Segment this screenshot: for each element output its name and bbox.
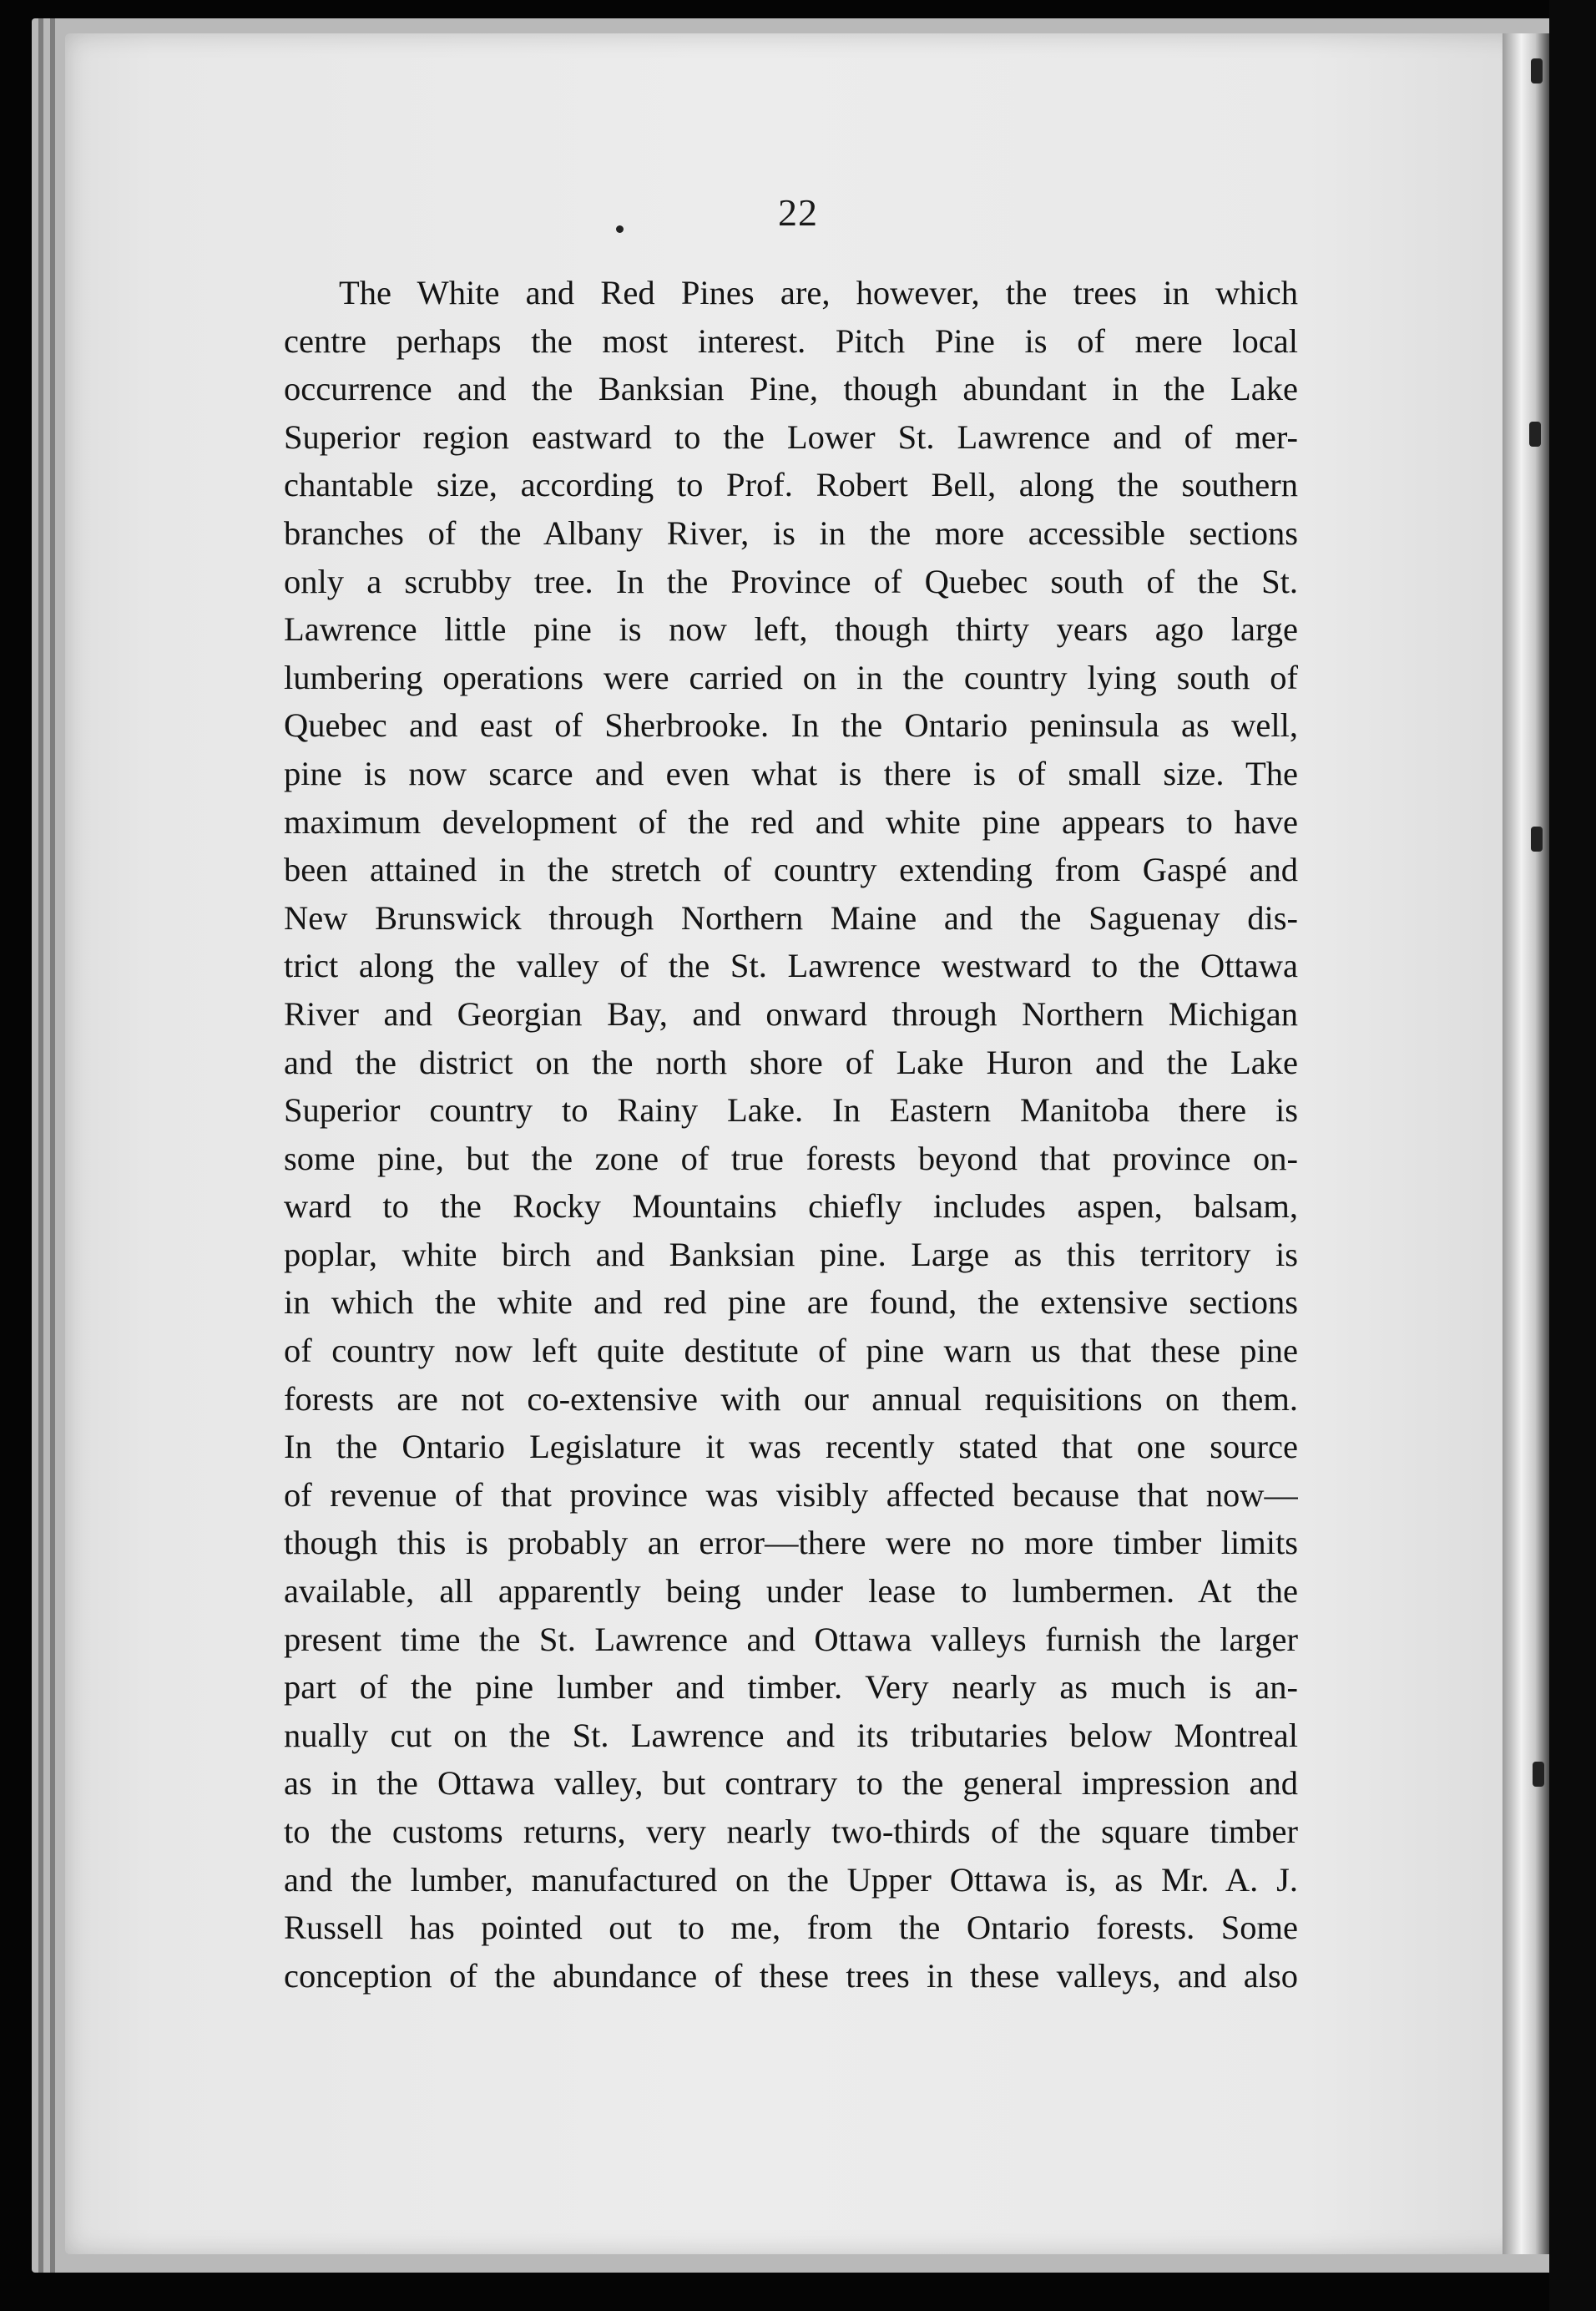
text-line: of country now left quite destitute of pine warn us that these pine	[284, 1332, 1298, 1370]
text-line: and the lumber, manufactured on the Upper Ottawa is, as Mr. A. J.	[284, 1860, 1298, 1899]
text-line: some pine, but the zone of true forests beyond that province on-	[284, 1139, 1298, 1177]
text-line: and the district on the north shore of Lake Huron and the Lake	[284, 1043, 1298, 1081]
scan-right-margin	[1549, 0, 1596, 2311]
text-line: Russell has pointed out to me, from the Ontario forests. Some	[284, 1909, 1298, 1947]
page-edge-line	[50, 18, 55, 2273]
text-line: The White and Red Pines are, however, the trees in which	[339, 274, 1298, 311]
text-line: poplar, white birch and Banksian pine. Large as this territory is	[284, 1235, 1298, 1273]
text-line: Superior country to Rainy Lake. In Eastern Manitoba there is	[284, 1091, 1298, 1130]
text-line: available, all apparently being under lease to lumbermen. At the	[284, 1572, 1298, 1611]
text-line: to the customs returns, very nearly two-thirds of the square timber	[284, 1813, 1298, 1850]
text-line: of revenue of that province was visibly affected because that now—	[284, 1475, 1298, 1514]
text-line: centre perhaps the most interest. Pitch Pine is of mere local	[284, 321, 1298, 360]
text-line: Superior region eastward to the Lower St. Lawrence and of mer-	[284, 417, 1298, 456]
text-line: pine is now scarce and even what is there is of small size. The	[284, 754, 1298, 792]
text-line: part of the pine lumber and timber. Very nearly as much is an-	[284, 1668, 1298, 1707]
binding-thread-mark	[1531, 58, 1543, 83]
text-line: only a scrubby tree. In the Province of Quebec south of the St.	[284, 562, 1298, 600]
text-line: conception of the abundance of these trees in these valleys, and also	[284, 1956, 1298, 1995]
text-line: Lawrence little pine is now left, though thirty years ago large	[284, 610, 1298, 649]
text-line: trict along the valley of the St. Lawrence westward to the Ottawa	[284, 947, 1298, 985]
text-line: Quebec and east of Sherbrooke. In the Ontario peninsula as well,	[284, 706, 1298, 745]
text-line: in which the white and red pine are found, the extensive sections	[284, 1283, 1298, 1322]
text-line: lumbering operations were carried on in the country lying south of	[284, 658, 1298, 696]
page-edge-line	[38, 18, 43, 2273]
text-line: New Brunswick through Northern Maine and the Saguenay dis-	[284, 898, 1298, 937]
binding-thread-mark	[1531, 827, 1543, 852]
binding-thread-mark	[1529, 422, 1541, 447]
text-line: present time the St. Lawrence and Ottawa valleys furnish the larger	[284, 1620, 1298, 1658]
text-line: maximum development of the red and white pine appears to have	[284, 802, 1298, 841]
text-line: River and Georgian Bay, and onward through Northern Michigan	[284, 994, 1298, 1033]
book-spine	[1503, 33, 1549, 2254]
text-line: though this is probably an error—there were no more timber limits	[284, 1524, 1298, 1562]
text-line: nually cut on the St. Lawrence and its tributaries below Montreal	[284, 1716, 1298, 1754]
body-text	[284, 269, 1298, 2000]
text-line: In the Ontario Legislature it was recently stated that one source	[284, 1428, 1298, 1466]
ink-speck	[616, 225, 624, 233]
text-line: ward to the Rocky Mountains chiefly includes aspen, balsam,	[284, 1187, 1298, 1226]
text-line: been attained in the stretch of country extending from Gaspé and	[284, 851, 1298, 889]
page-number: 22	[778, 191, 818, 234]
text-line: occurrence and the Banksian Pine, though abundant in the Lake	[284, 370, 1298, 408]
text-line: chantable size, according to Prof. Robert Bell, along the southern	[284, 466, 1298, 504]
text-line: forests are not co-extensive with our annual requisitions on them.	[284, 1379, 1298, 1418]
text-line: branches of the Albany River, is in the more accessible sections	[284, 513, 1298, 552]
text-line: as in the Ottawa valley, but contrary to the general impression and	[284, 1764, 1298, 1803]
binding-thread-mark	[1533, 1762, 1544, 1787]
